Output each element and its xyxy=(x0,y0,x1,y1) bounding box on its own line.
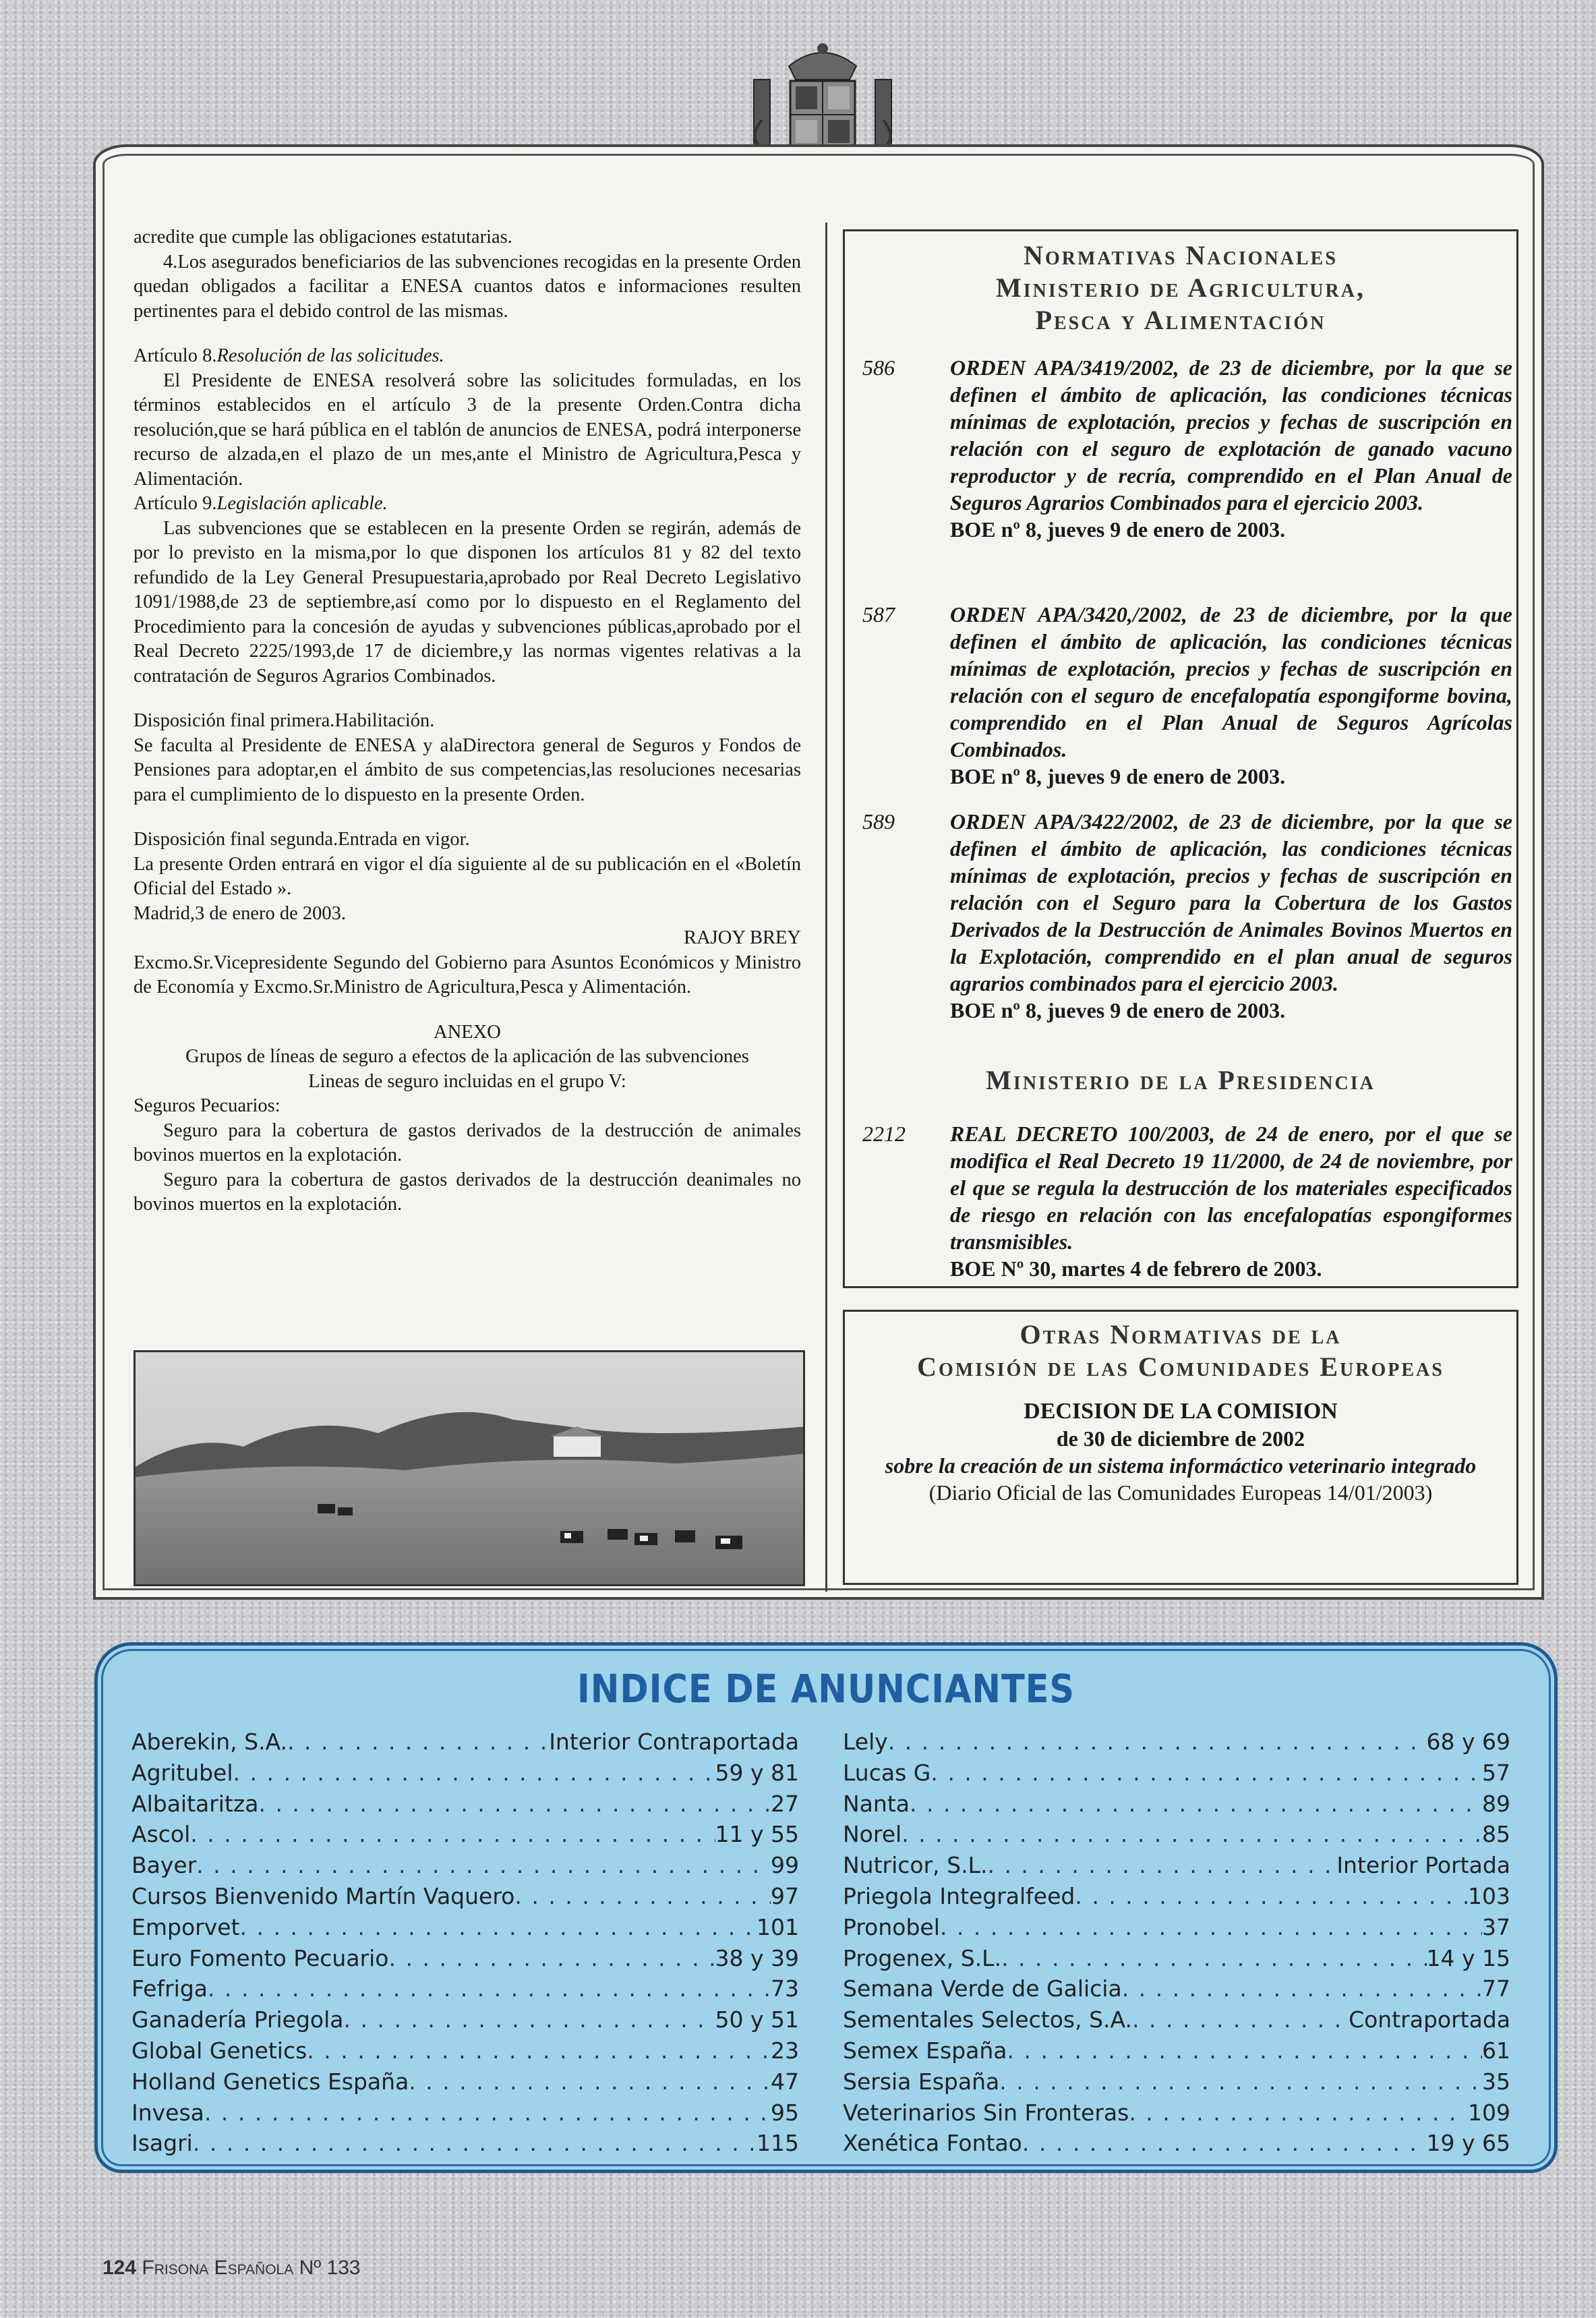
advertiser-name: Agritubel xyxy=(131,1759,233,1786)
paragraph: 4.Los asegurados beneficiarios de las subvenciones recogidas en la presente Orden quedan obligados a facilitar a ENESA cuantos datos e informaciones resulten pertinentes para el debido control de las mismas. xyxy=(134,251,801,322)
entry-boe: BOE nº 8, jueves 9 de enero de 2003. xyxy=(950,998,1286,1022)
dot-leader xyxy=(389,1943,715,1974)
disposition-1-heading: Disposición final primera.Habilitación. xyxy=(134,710,435,731)
index-row xyxy=(843,1850,1510,1881)
advertiser-page: 101 xyxy=(757,1913,799,1940)
paragraph: El Presidente de ENESA resolverá sobre las solicitudes formuladas, en los términos establecidos en el artículo 3 de la presente Orden.Contra dicha resolución,que se hará pública en el tablón de anuncios de ENESA, podrá interponerse recurso de alzada,en el plazo de un mes,ante el Ministro de Agricultura,Pesca y Alimentación. xyxy=(134,370,801,490)
paragraph: Se faculta al Presidente de ENESA y alaDirectora general de Seguros y Fondos de Pensiones para adoptar,en el ámbito de sus competencias,las resoluciones necesarias para el cumplimiento de lo dispuesto en la presente Orden. xyxy=(134,734,801,805)
index-row xyxy=(131,1789,799,1820)
dot-leader xyxy=(930,1758,1482,1789)
date-line: Madrid,3 de enero de 2003. xyxy=(134,902,346,924)
advertiser-page: 115 xyxy=(757,2130,799,2157)
advertiser-page: 97 xyxy=(771,1882,799,1909)
advertiser-page: Interior Contraportada xyxy=(549,1729,799,1755)
dot-leader xyxy=(1075,1881,1468,1912)
index-column-right xyxy=(843,1727,1510,2159)
advertiser-name: Priegola Integralfeed xyxy=(843,1882,1075,1909)
box-heading: Ministerio de Agricultura, xyxy=(996,272,1365,303)
advertiser-name: Nanta xyxy=(843,1790,910,1817)
article-9-heading: Artículo 9.Legislación aplicable. xyxy=(134,493,388,514)
left-column xyxy=(134,225,801,1217)
advertiser-page: 85 xyxy=(1482,1821,1510,1848)
entry-text: ORDEN APA/3422/2002, de 23 de diciembre, por la que se definen el ámbito de aplicación, las condiciones técnicas mínimas de explotación, precios y fechas de suscripción en relación con el Seguro para la Cobertura de los Gastos Derivados de la Destrucción de Animales Bovinos Muertos en la Explotación, comprendido en el plan anual de seguros agrarios combinados para el ejercicio 2003. xyxy=(950,809,1512,995)
index-row xyxy=(843,1819,1510,1850)
index-row xyxy=(131,2066,799,2097)
anexo-heading: ANEXO xyxy=(434,1021,501,1043)
index-row xyxy=(843,2128,1510,2159)
advertiser-page: 95 xyxy=(771,2099,799,2126)
advertiser-page: 59 y 81 xyxy=(715,1759,799,1786)
advertiser-page: 47 xyxy=(771,2068,799,2095)
index-row xyxy=(131,1881,799,1912)
entry-number: 2212 xyxy=(862,1122,906,1146)
advertiser-page: 68 y 69 xyxy=(1426,1729,1510,1755)
advertiser-name: Sersia España xyxy=(843,2068,1000,2095)
advertiser-name: Holland Genetics España xyxy=(131,2068,409,2095)
entry-boe: BOE nº 8, jueves 9 de enero de 2003. xyxy=(950,764,1286,788)
pecuarios-heading: Seguros Pecuarios: xyxy=(134,1095,280,1116)
advertiser-name: Nutricor, S.L. xyxy=(843,1852,988,1879)
advertiser-page: 19 y 65 xyxy=(1426,2130,1510,2157)
entry-text: REAL DECRETO 100/2003, de 24 de enero, por el que se modifica el Real Decreto 19 11/2000, de 24 de noviembre, por el que se regula la destrucción de los materiales especificados de riesgo en relación con las encefalopatías espongiformes transmisibles. xyxy=(950,1122,1512,1254)
dot-leader xyxy=(1132,2004,1349,2035)
index-row xyxy=(843,1943,1510,1974)
advertiser-name: Lely xyxy=(843,1729,888,1755)
advertiser-name: Lucas G xyxy=(843,1759,931,1786)
regulation-entry xyxy=(852,601,1512,790)
page-number: 124 xyxy=(102,2257,137,2279)
advertiser-name: Invesa xyxy=(131,2099,204,2126)
advertiser-name: Bayer xyxy=(131,1852,197,1879)
advertisers-index xyxy=(94,1642,1558,2173)
dot-leader xyxy=(940,1912,1482,1943)
dot-leader xyxy=(1001,1943,1426,1974)
advertiser-name: Ascol xyxy=(131,1821,191,1848)
advertiser-name: Cursos Bienvenido Martín Vaquero xyxy=(131,1882,515,1909)
index-row xyxy=(843,1881,1510,1912)
advertiser-name: Isagri xyxy=(131,2130,193,2157)
regulation-entry xyxy=(852,1120,1512,1282)
advertiser-page: Interior Portada xyxy=(1336,1852,1510,1879)
index-row xyxy=(131,1727,799,1758)
box-heading: Normativas Nacionales xyxy=(1024,240,1338,270)
advertiser-name: Aberekin, S.A. xyxy=(131,1729,288,1755)
entry-number: 586 xyxy=(862,355,895,380)
paragraph: Las subvenciones que se establecen en la presente Orden se regirán, además de por lo previsto en la misma,por lo que disponen los artículos 81 y 82 del texto refundido de la Ley General Presupuestaria,aprobado por Real Decreto Legislativo 1091/1988,de 23 de septiembre,así como por lo dispuesto en el Reglamento del Procedimiento para la concesión de ayudas y subvenciones públicas,aprobado por el Real Decreto 2225/1993,de 17 de diciembre,y las normas vigentes relativas a la contratación de Seguros Agrarios Combinados. xyxy=(134,517,801,687)
dot-leader xyxy=(239,1912,757,1943)
index-row xyxy=(131,1943,799,1974)
entry-text: ORDEN APA/3419/2002, de 23 de diciembre, por la que se definen el ámbito de aplicación, las condiciones técnicas mínimas de explotación, precios y fechas de suscripción en relación con el seguro de explotación de ganado vacuno reproductor y de recría, comprendido en el Plan Anual de Seguros Agrarios Combinados para el ejercicio 2003. xyxy=(950,355,1512,515)
advertiser-page: 109 xyxy=(1468,2099,1510,2126)
index-row xyxy=(131,1819,799,1850)
page-footer xyxy=(102,2257,361,2280)
advertiser-name: Veterinarios Sin Fronteras xyxy=(843,2099,1129,2126)
entry-boe: BOE Nº 30, martes 4 de febrero de 2003. xyxy=(950,1256,1322,1281)
dot-leader xyxy=(258,1789,771,1820)
decision-title: DECISION DE LA COMISION xyxy=(1024,1399,1338,1424)
decision-source: (Diario Oficial de las Comunidades Europeas 14/01/2003) xyxy=(928,1480,1433,1505)
eu-regulations-box xyxy=(843,1310,1518,1585)
dot-leader xyxy=(1007,2035,1483,2066)
dot-leader xyxy=(1129,2097,1468,2128)
index-row xyxy=(843,2066,1510,2097)
advertiser-page: 14 y 15 xyxy=(1426,1944,1510,1971)
index-row xyxy=(843,2097,1510,2128)
anexo-line: Lineas de seguro incluidas en el grupo V: xyxy=(308,1070,626,1092)
dot-leader xyxy=(190,1819,715,1850)
anexo-line: Grupos de líneas de seguro a efectos de la aplicación de las subvenciones xyxy=(185,1046,749,1067)
index-row xyxy=(843,2004,1510,2035)
dot-leader xyxy=(902,1819,1482,1850)
decision-date: de 30 de diciembre de 2002 xyxy=(1056,1426,1305,1451)
advertiser-page: Contraportada xyxy=(1349,2006,1510,2033)
dot-leader xyxy=(999,2066,1482,2097)
box-heading: Comisión de las Comunidades Europeas xyxy=(917,1352,1444,1382)
paragraph: acredite que cumple las obligaciones estatutarias. xyxy=(134,227,512,248)
index-row xyxy=(131,2128,799,2159)
advertiser-name: Emporvet xyxy=(131,1913,240,1940)
magazine-name: Frisona Española Nº 133 xyxy=(142,2257,361,2279)
dot-leader xyxy=(888,1727,1427,1758)
advertiser-page: 77 xyxy=(1482,1975,1510,2002)
advertiser-name: Norel xyxy=(843,1821,902,1848)
advertiser-page: 73 xyxy=(771,1975,799,2002)
dot-leader xyxy=(196,1850,771,1881)
advertiser-page: 99 xyxy=(771,1852,799,1879)
entry-number: 589 xyxy=(862,809,895,834)
paragraph: Seguro para la cobertura de gastos derivados de la destrucción de animales bovinos muertos en la explotación. xyxy=(134,1120,801,1165)
index-row xyxy=(843,1727,1510,1758)
advertiser-name: Semana Verde de Galicia xyxy=(843,1975,1122,2002)
advertiser-page: 27 xyxy=(771,1790,799,1817)
index-column-left xyxy=(131,1727,799,2159)
index-row xyxy=(131,2004,799,2035)
index-row xyxy=(131,1912,799,1943)
paragraph: Seguro para la cobertura de gastos derivados de la destrucción deanimales no bovinos muertos en la explotación. xyxy=(134,1169,801,1215)
advertiser-name: Progenex, S.L. xyxy=(843,1944,1002,1971)
regulation-entry xyxy=(852,808,1512,1024)
national-regulations-box xyxy=(843,229,1518,1288)
index-row xyxy=(131,2035,799,2066)
index-row xyxy=(843,2035,1510,2066)
advertiser-page: 11 y 55 xyxy=(715,1821,799,1848)
index-row xyxy=(843,1789,1510,1820)
advertiser-name: Euro Fomento Pecuario xyxy=(131,1944,389,1971)
decision-description: sobre la creación de un sistema informáctico veterinario integrado xyxy=(885,1453,1477,1478)
index-row xyxy=(131,1973,799,2004)
advertiser-page: 38 y 39 xyxy=(715,1944,799,1971)
regulation-entry xyxy=(852,354,1512,543)
addressees: Excmo.Sr.Vicepresidente Segundo del Gobierno para Asuntos Económicos y Ministro de Economía y Excmo.Sr.Ministro de Agricultura,Pesca y Alimentación. xyxy=(134,952,801,997)
advertiser-page: 23 xyxy=(771,2037,799,2064)
signer: RAJOY BREY xyxy=(684,927,801,948)
advertiser-page: 37 xyxy=(1482,1913,1510,1940)
dot-leader xyxy=(514,1881,771,1912)
advertiser-name: Albaitaritza xyxy=(131,1790,259,1817)
entry-number: 587 xyxy=(862,602,895,627)
dot-leader xyxy=(193,2128,757,2159)
index-row xyxy=(843,1973,1510,2004)
paragraph: La presente Orden entrará en vigor el día siguiente al de su publicación en el «Boletín Oficial del Estado ». xyxy=(134,853,801,899)
dot-leader xyxy=(1122,1973,1482,2004)
dot-leader xyxy=(1022,2128,1427,2159)
dot-leader xyxy=(233,1758,715,1789)
advertiser-name: Semex España xyxy=(843,2037,1007,2064)
advertiser-name: Ganadería Priegola xyxy=(131,2006,344,2033)
dot-leader xyxy=(910,1789,1482,1820)
dot-leader xyxy=(208,1973,771,2004)
dot-leader xyxy=(409,2066,771,2097)
advertiser-name: Xenética Fontao xyxy=(843,2130,1022,2157)
article-8-heading: Artículo 8.Resolución de las solicitudes. xyxy=(134,345,444,366)
disposition-2-heading: Disposición final segunda.Entrada en vigor. xyxy=(134,829,470,850)
index-row xyxy=(843,1912,1510,1943)
index-row xyxy=(843,1758,1510,1789)
advertiser-page: 35 xyxy=(1482,2068,1510,2095)
advertiser-page: 57 xyxy=(1482,1759,1510,1786)
pasture-photo xyxy=(134,1350,805,1586)
advertiser-page: 61 xyxy=(1482,2037,1510,2064)
entry-boe: BOE nº 8, jueves 9 de enero de 2003. xyxy=(950,517,1286,542)
advertiser-name: Pronobel xyxy=(843,1913,940,1940)
advertiser-name: Fefriga xyxy=(131,1975,208,2002)
advertiser-page: 103 xyxy=(1468,1882,1510,1909)
dot-leader xyxy=(344,2004,715,2035)
column-divider xyxy=(825,223,827,1592)
advertiser-page: 50 y 51 xyxy=(715,2006,799,2033)
index-row xyxy=(131,1850,799,1881)
index-row xyxy=(131,1758,799,1789)
index-title: INDICE DE ANUNCIANTES xyxy=(577,1666,1075,1712)
advertiser-page: 89 xyxy=(1482,1790,1510,1817)
dot-leader xyxy=(987,1850,1336,1881)
box-heading: Pesca y Alimentación xyxy=(1035,305,1326,335)
advertiser-name: Sementales Selectos, S.A. xyxy=(843,2006,1133,2033)
dot-leader xyxy=(204,2097,771,2128)
dot-leader xyxy=(287,1727,549,1758)
dot-leader xyxy=(307,2035,771,2066)
box-heading: Otras Normativas de la xyxy=(1019,1319,1342,1350)
entry-text: ORDEN APA/3420,/2002, de 23 de diciembre, por la que definen el ámbito de aplicación, las condiciones técnicas mínimas de explotación, precios y fechas de suscripción en relación con el seguro de encefalopatía espongiforme bovina, comprendido en el Plan Anual de Seguros Agrícolas Combinados. xyxy=(950,602,1512,761)
presidencia-heading: Ministerio de la Presidencia xyxy=(986,1065,1376,1095)
index-row xyxy=(131,2097,799,2128)
advertiser-name: Global Genetics xyxy=(131,2037,307,2064)
